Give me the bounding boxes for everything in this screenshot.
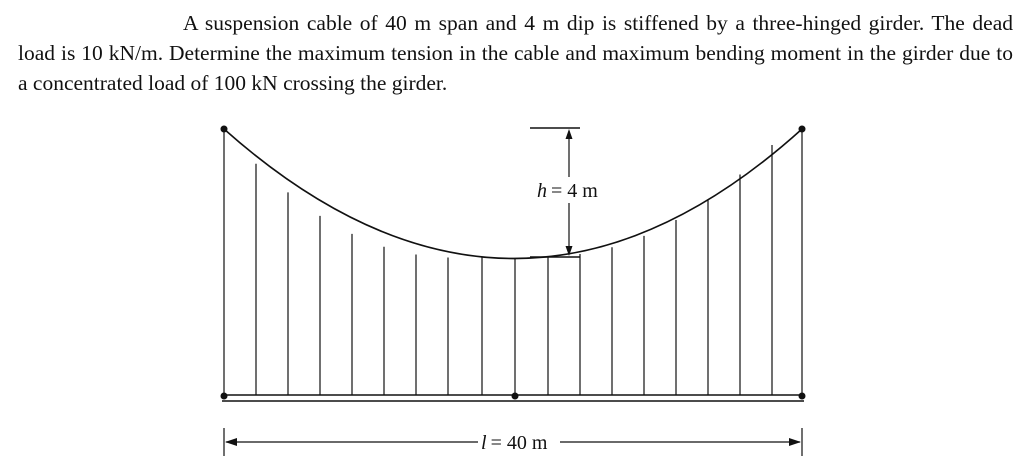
span-arrow-head-right: [789, 438, 801, 446]
dip-arrow-head-up: [566, 129, 573, 139]
problem-text: A suspension cable of 40 m span and 4 m dip is stiffened by a three-hinged girder. The dead load is 10 kN/m. Determine the maximum tension in the cable and maximum bending moment in the girder due to a concentrated load of 100 kN crossing the girder.: [18, 11, 1013, 95]
dip-label-value: = 4 m: [551, 180, 598, 202]
span-arrow-head-left: [225, 438, 237, 446]
cable-right-support: [799, 126, 806, 133]
span-label-value: = 40 m: [490, 432, 548, 454]
dip-label: [537, 180, 598, 202]
span-label: [481, 432, 548, 454]
girder-right-hinge: [799, 393, 806, 400]
hangers: [224, 129, 802, 395]
girder-left-hinge: [221, 393, 228, 400]
cable-left-support: [221, 126, 228, 133]
dip-label-variable: h: [537, 180, 547, 202]
span-label-variable: l: [481, 432, 487, 454]
girder-middle-hinge: [512, 393, 519, 400]
cable-curve: [224, 129, 802, 259]
